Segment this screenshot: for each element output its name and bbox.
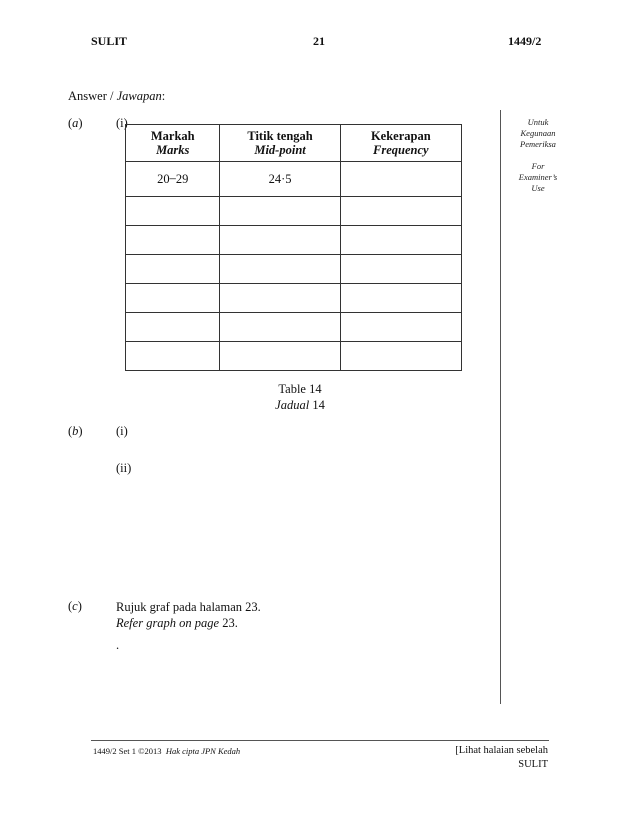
table-cell[interactable]	[220, 342, 340, 371]
header-ms: Titik tengah	[247, 129, 313, 143]
table-row	[126, 313, 462, 342]
table-cell[interactable]	[126, 197, 220, 226]
table-row	[126, 162, 462, 197]
answer-label-en: Answer	[68, 89, 107, 103]
examiner-note-en	[506, 161, 570, 194]
paper-code: 1449/2	[508, 34, 542, 48]
table-cell[interactable]	[220, 284, 340, 313]
footer-code: 1449/2 Set 1 ©2013	[93, 746, 162, 756]
part-c-instruction	[116, 599, 261, 631]
part-b-i-label: (i)	[116, 424, 128, 438]
table-header-midpoint	[220, 125, 340, 162]
footer-turn-page: [Lihat halaian sebelah	[455, 745, 548, 756]
footer-right	[455, 744, 548, 772]
table-cell[interactable]	[340, 197, 461, 226]
table-row	[126, 342, 462, 371]
table-cell[interactable]	[220, 197, 340, 226]
part-c-label: (c)	[68, 599, 82, 613]
part-b-letter: b	[72, 424, 79, 438]
examiner-note-ms	[506, 117, 570, 150]
part-c-instruction-en-num: 23.	[219, 616, 238, 630]
examiner-note-en-line: Use	[531, 183, 545, 193]
header-en: Marks	[156, 143, 190, 157]
header-ms: Kekerapan	[370, 129, 431, 143]
part-c-answer-dot: .	[116, 638, 120, 652]
part-c-instruction-en	[116, 615, 261, 631]
table-caption	[220, 381, 380, 413]
answer-label-ms: Jawapan	[116, 89, 162, 103]
table-cell[interactable]	[340, 313, 461, 342]
header-ms: Markah	[150, 129, 195, 143]
header-sulit: SULIT	[91, 34, 128, 48]
table-cell[interactable]	[340, 226, 461, 255]
page-number: 21	[313, 34, 325, 48]
frequency-table	[125, 124, 462, 371]
part-c-instruction-ms: Rujuk graf pada halaman 23.	[116, 600, 261, 614]
examiner-note-ms-line: Kegunaan	[520, 128, 556, 138]
table-cell[interactable]	[126, 255, 220, 284]
footer-copyright	[93, 746, 240, 756]
table-cell[interactable]	[126, 313, 220, 342]
examiner-note-en-line: For	[531, 161, 545, 171]
answer-label-colon: :	[161, 89, 166, 103]
header-en: Frequency	[373, 143, 429, 157]
part-a-letter: a	[72, 116, 79, 130]
part-c-letter: c	[72, 599, 78, 613]
table-cell[interactable]	[340, 255, 461, 284]
table-cell[interactable]	[126, 284, 220, 313]
table-caption-ms-word: Jadual	[275, 398, 310, 412]
table-cell[interactable]	[340, 342, 461, 371]
examiner-margin-line	[500, 110, 501, 704]
part-a-label: (a)	[68, 116, 83, 130]
table-cell[interactable]	[220, 313, 340, 342]
table-cell[interactable]	[340, 284, 461, 313]
examiner-note-en-line: Examiner’s	[518, 172, 558, 182]
table-cell: 24·5	[220, 162, 340, 197]
header-en: Mid-point	[254, 143, 306, 157]
table-cell[interactable]	[126, 226, 220, 255]
examiner-note-ms-line: Pemeriksa	[520, 139, 556, 149]
table-row	[126, 255, 462, 284]
answer-label	[68, 89, 165, 104]
part-b-ii-label: (ii)	[116, 461, 132, 475]
table-header-frequency	[340, 125, 461, 162]
answer-label-sep: /	[106, 89, 117, 103]
table-cell[interactable]	[126, 342, 220, 371]
part-b-label: (b)	[68, 424, 83, 438]
table-row	[126, 226, 462, 255]
table-row	[126, 197, 462, 226]
table-caption-en: Table 14	[278, 382, 322, 396]
table-header-marks	[126, 125, 220, 162]
examiner-note-ms-line: Untuk	[527, 117, 549, 127]
table-cell[interactable]	[220, 255, 340, 284]
part-c-instruction-en-italic: Refer graph on page	[116, 616, 220, 630]
footer-rule	[91, 740, 549, 741]
table-caption-ms-num: 14	[309, 398, 325, 412]
table-cell[interactable]	[220, 226, 340, 255]
footer-copyright-holder: Hak cipta JPN Kedah	[165, 746, 241, 756]
table-cell: 20 ̶ 29	[126, 162, 220, 197]
table-row	[126, 284, 462, 313]
table-caption-ms	[220, 397, 380, 413]
footer-sulit: SULIT	[518, 759, 548, 770]
table-cell[interactable]	[340, 162, 461, 197]
part-a-sub-label: (i)	[116, 116, 128, 130]
